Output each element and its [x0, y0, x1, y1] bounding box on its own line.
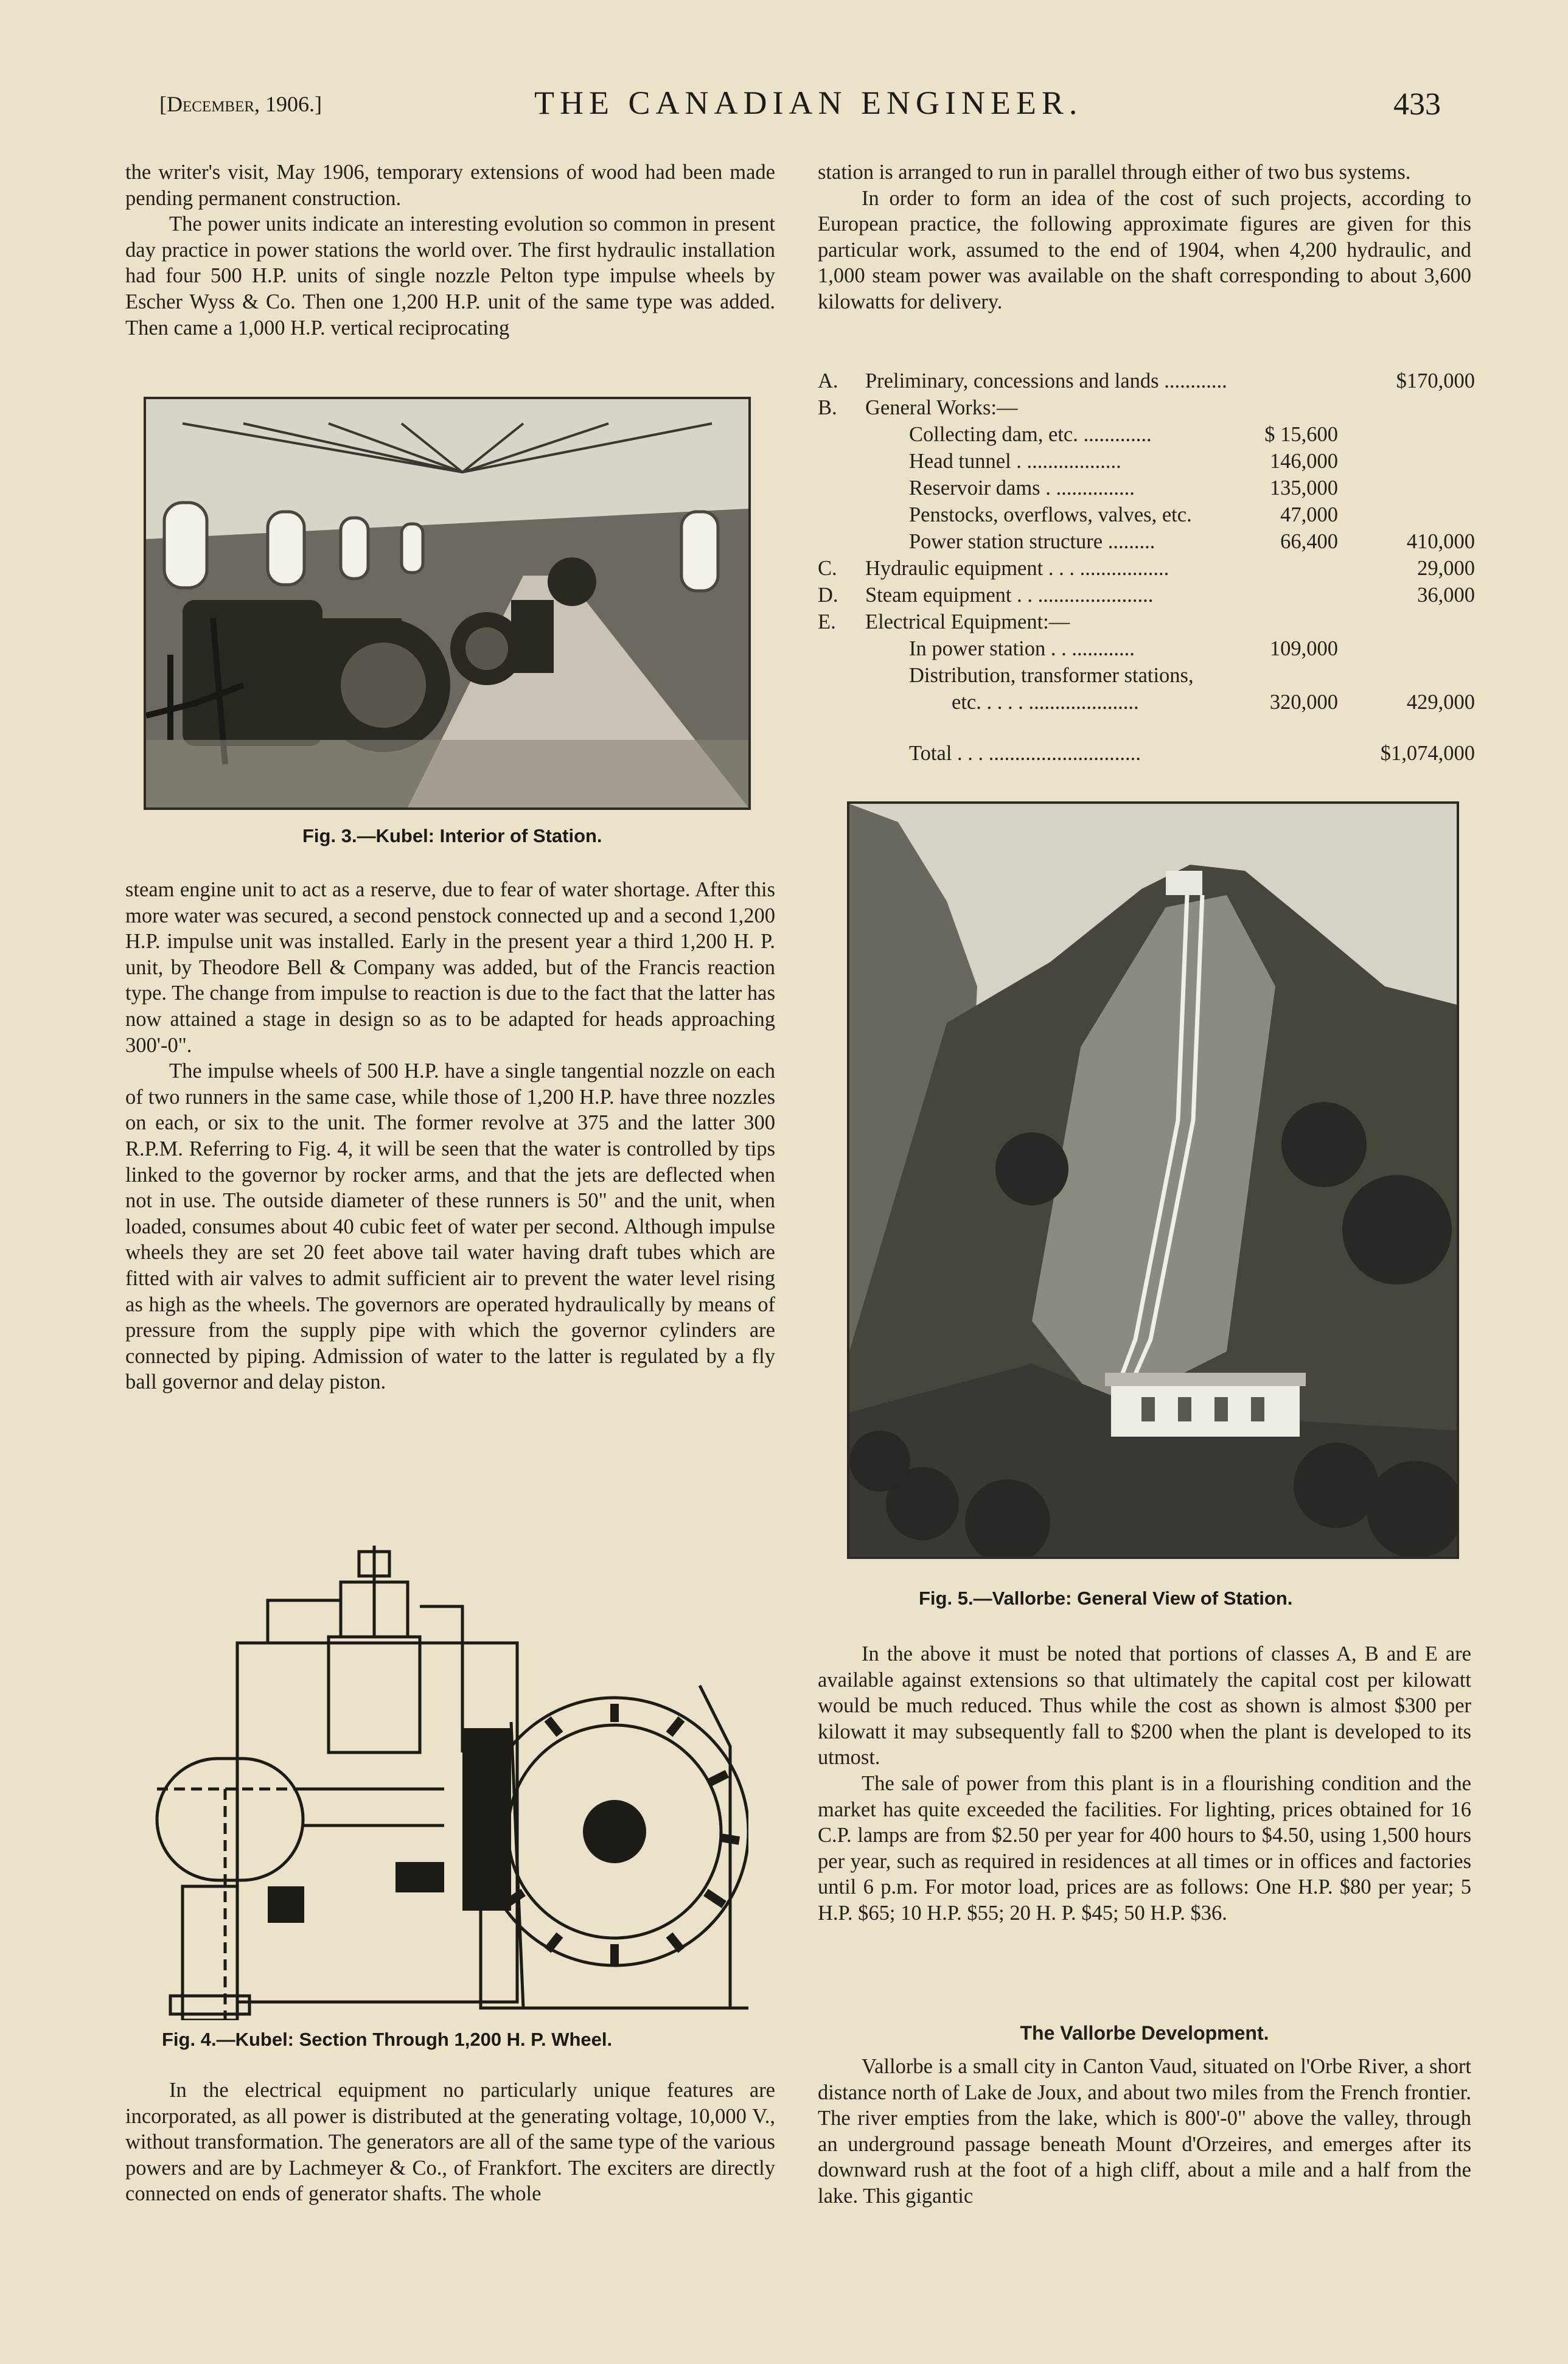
cost-row: Penstocks, overflows, valves, etc. 47,000: [909, 503, 1338, 526]
left-column-bottom: [125, 2077, 775, 2207]
left-para-5: In the electrical equipment no particularly unique features are incorporated, as all power is distributed at the generating voltage, 10,000 V., without transformation. The generators are all of the same type of the various powers and are by Lachmeyer & Co., of Frankfort. The exciters are directly connected on ends of generator shafts. The whole: [125, 2079, 775, 2206]
right-para-1: station is arranged to run in parallel through either of two bus systems.: [818, 161, 1411, 184]
right-para-3: In the above it must be noted that portions of classes A, B and E are available against extensions so that ultimately the capital cost per kilowatt would be much reduced. Thus while the cost as shown is almost $300 per kilowatt it may subsequently fall to $200 when the plant is developed to its utmost.: [818, 1642, 1471, 1770]
left-para-3: steam engine unit to act as a reserve, due to fear of water shortage. After this more water was secured, a second penstock connected up and a second 1,200 H.P. impulse unit was installed. Early in the present year a third 1,200 H. P. unit, by Theodore Bell & Company was added, but of the Francis reaction type. The change from impulse to reaction is due to the fact that the latter has now attained a stage in design so as to be adapted for heads approaching 300'-0".: [125, 878, 775, 1057]
cost-row: etc. . . . . ..................... 320,000 429,000: [952, 691, 1475, 714]
cost-row-total: Total . . . ............................. $1,074,000: [909, 742, 1475, 765]
left-para-1: the writer's visit, May 1906, temporary extensions of wood had been made pending permanent construction.: [125, 161, 775, 210]
page-number: 433: [1393, 87, 1441, 122]
cost-row: Power station structure ......... 66,400 410,000: [909, 530, 1475, 553]
right-column-top: [818, 159, 1471, 315]
fig5-caption: Fig. 5.—Vallorbe: General View of Station.: [919, 1588, 1293, 1609]
right-para-4: The sale of power from this plant is in a flourishing condition and the market has quite exceeded the facilities. For lighting, prices obtained for 16 C.P. lamps are from $2.50 per year for 400 hours to $4.50, using 1,500 hours per year, such as required in residences at all times or in offices and factories until 6 p.m. For motor load, prices are as follows: One H.P. $80 per year; 5 H.P. $65; 10 H.P. $55; 20 H. P. $45; 50 H.P. $36.: [818, 1771, 1471, 1925]
cost-row: E. Electrical Equipment:—: [818, 610, 1070, 633]
header-date: [December, 1906.]: [159, 92, 322, 116]
cost-row: C. Hydraulic equipment . . . ................. 29,000: [818, 557, 1475, 580]
cost-row: Reservoir dams . ............... 135,000: [909, 476, 1338, 500]
fig5-photo-vallorbe-view: [847, 801, 1459, 1559]
fig3-caption: Fig. 3.—Kubel: Interior of Station.: [302, 825, 602, 846]
right-column-final: [818, 2054, 1471, 2209]
left-para-4: The impulse wheels of 500 H.P. have a single tangential nozzle on each of two runners in the same case, while those of 1,200 H.P. have three nozzles on each, or six to the unit. The former revolve at 375 and the latter 300 R.P.M. Referring to Fig. 4, it will be seen that the water is controlled by tips linked to the governor by rocker arms, and that the jets are deflected when not in use. The outside diameter of these runners is 50" and the unit, when loaded, consumes about 40 cubic feet of water per second. Although impulse wheels they are set 20 feet above tail water having draft tubes which are fitted with air valves to admit sufficient air to prevent the water level rising as high as the wheels. The governors are operated hydraulically by means of pressure from the supply pipe with which the governor cylinders are connected by piping. Admission of water to the latter is regulated by a fly ball governor and delay piston.: [125, 1059, 775, 1394]
fig3-photo-station-interior: [144, 397, 751, 810]
right-para-5: Vallorbe is a small city in Canton Vaud, situated on l'Orbe River, a short distance north of Lake de Joux, and about two miles from the French frontier. The river empties from the lake, which is 800'-0" above the valley, through an underground passage beneath Mount d'Orzeires, and emerges after its downward rush at the foot of a high cliff, about a mile and a half from the lake. This gigantic: [818, 2055, 1471, 2208]
right-para-2: In order to form an idea of the cost of such projects, according to European practice, the following approximate figures are given for this particular work, assumed to the end of 1904, when 4,200 hydraulic, and 1,000 steam power was available on the shaft corresponding to about 3,600 kilowatts for delivery.: [818, 186, 1471, 313]
journal-title: THE CANADIAN ENGINEER.: [534, 85, 1083, 121]
cost-row: In power station . . ............ 109,000: [909, 637, 1338, 660]
fig4-caption: Fig. 4.—Kubel: Section Through 1,200 H. P. Wheel.: [162, 2029, 613, 2050]
cost-row: Collecting dam, etc. ............. $ 15,600: [909, 423, 1338, 446]
cost-row: B. General Works:—: [818, 396, 1018, 419]
left-column-middle: [125, 877, 775, 1395]
right-column-bottom: [818, 1641, 1471, 1926]
section-heading: The Vallorbe Development.: [1020, 2022, 1269, 2044]
fig4-section-diagram: [146, 1546, 748, 2020]
cost-row: A. Preliminary, concessions and lands ............ $170,000: [818, 369, 1475, 392]
left-column-top: [125, 159, 775, 341]
cost-row: D. Steam equipment . . ...................... 36,000: [818, 584, 1475, 607]
cost-row: Distribution, transformer stations,: [909, 664, 1194, 687]
cost-row: Head tunnel . .................. 146,000: [909, 450, 1338, 473]
left-para-2: The power units indicate an interesting evolution so common in present day practice in power stations the world over. The first hydraulic installation had four 500 H.P. units of single nozzle Pelton type impulse wheels by Escher Wyss & Co. Then one 1,200 H.P. unit of the same type was added. Then came a 1,000 H.P. vertical reciprocating: [125, 212, 775, 340]
